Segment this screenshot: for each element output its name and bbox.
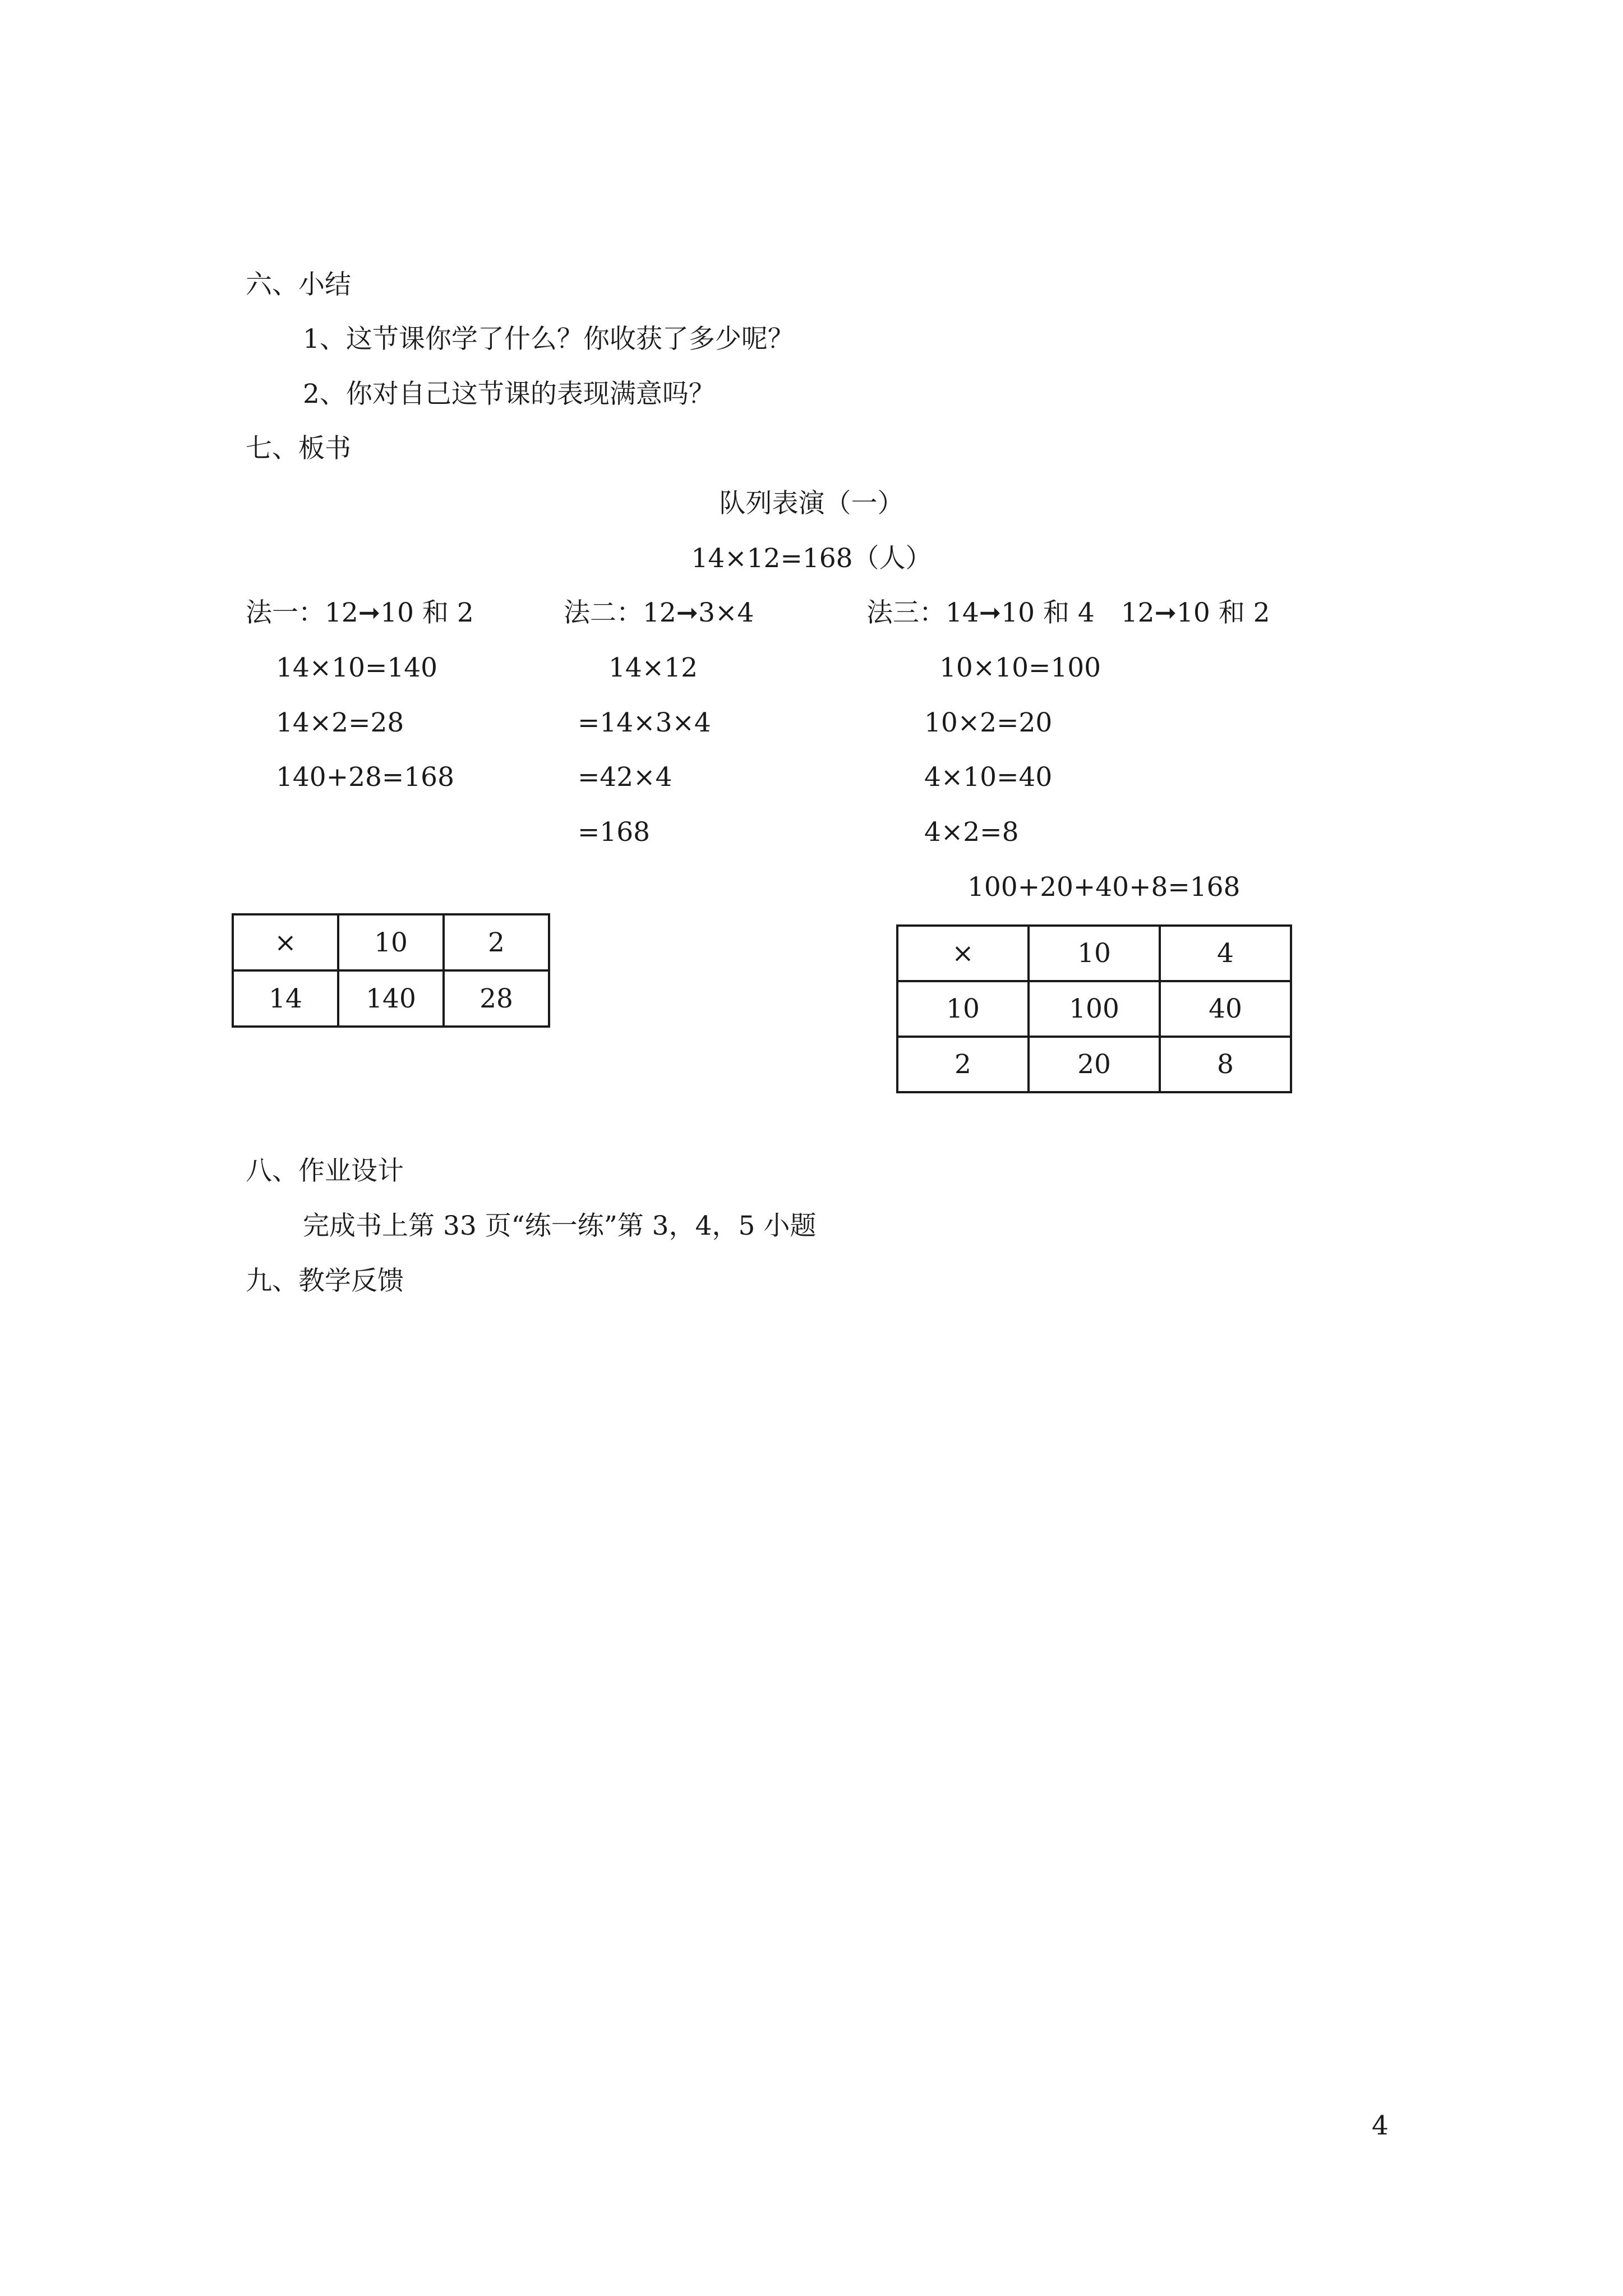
board-main-equation: 14×12=168（人） <box>691 543 932 574</box>
method1-step: 14×10=140 <box>276 652 438 683</box>
method2-step: 14×12 <box>608 652 698 683</box>
summary-question-1: 1、这节课你学了什么？你收获了多少呢？ <box>303 324 794 355</box>
table-cell: 20 <box>1029 1037 1160 1092</box>
section-summary-heading: 六、小结 <box>246 269 351 300</box>
method2-step: =14×3×4 <box>578 707 711 738</box>
table-cell: 10 <box>338 914 444 970</box>
method1-step: 140+28=168 <box>276 762 454 793</box>
section-homework-heading: 八、作业设计 <box>246 1156 404 1186</box>
method3-step: 4×10=40 <box>924 762 1053 793</box>
method2-step: =168 <box>578 817 651 848</box>
table-cell: 4 <box>1160 926 1291 981</box>
method3-step: 4×2=8 <box>924 817 1019 848</box>
section-board-heading: 七、板书 <box>246 433 351 464</box>
method2-step: =42×4 <box>578 762 672 793</box>
method3-total: 100+20+40+8=168 <box>967 872 1241 903</box>
method2-label: 法二：12➞3×4 <box>564 597 754 628</box>
method1-step: 14×2=28 <box>276 707 404 738</box>
table-row <box>233 970 549 1027</box>
method3-step: 10×2=20 <box>924 707 1053 738</box>
table-cell: 40 <box>1160 981 1291 1037</box>
method3-label: 法三：14➞10 和 4 12➞10 和 2 <box>866 597 1270 628</box>
board-title: 队列表演（一） <box>719 488 904 519</box>
table-cell: 14 <box>233 970 338 1027</box>
page-number: 4 <box>1372 2110 1389 2141</box>
homework-text: 完成书上第 33 页“练一练”第 3，4，5 小题 <box>303 1211 817 1241</box>
summary-question-2: 2、你对自己这节课的表现满意吗？ <box>303 379 715 409</box>
method3-step: 10×10=100 <box>939 652 1101 683</box>
table-row <box>897 981 1291 1037</box>
table-cell: 28 <box>444 970 549 1027</box>
table-row <box>897 926 1291 981</box>
table-cell: 140 <box>338 970 444 1027</box>
table-cell: 2 <box>444 914 549 970</box>
multiplication-table-1 <box>232 913 550 1028</box>
table-cell: × <box>233 914 338 970</box>
section-feedback-heading: 九、教学反馈 <box>246 1266 404 1296</box>
method1-label: 法一：12➞10 和 2 <box>246 597 474 628</box>
table-cell: 8 <box>1160 1037 1291 1092</box>
table-cell: × <box>897 926 1029 981</box>
multiplication-table-2 <box>896 924 1292 1093</box>
table-row <box>897 1037 1291 1092</box>
table-cell: 2 <box>897 1037 1029 1092</box>
table-row <box>233 914 549 970</box>
table-cell: 10 <box>897 981 1029 1037</box>
table-cell: 10 <box>1029 926 1160 981</box>
table-cell: 100 <box>1029 981 1160 1037</box>
